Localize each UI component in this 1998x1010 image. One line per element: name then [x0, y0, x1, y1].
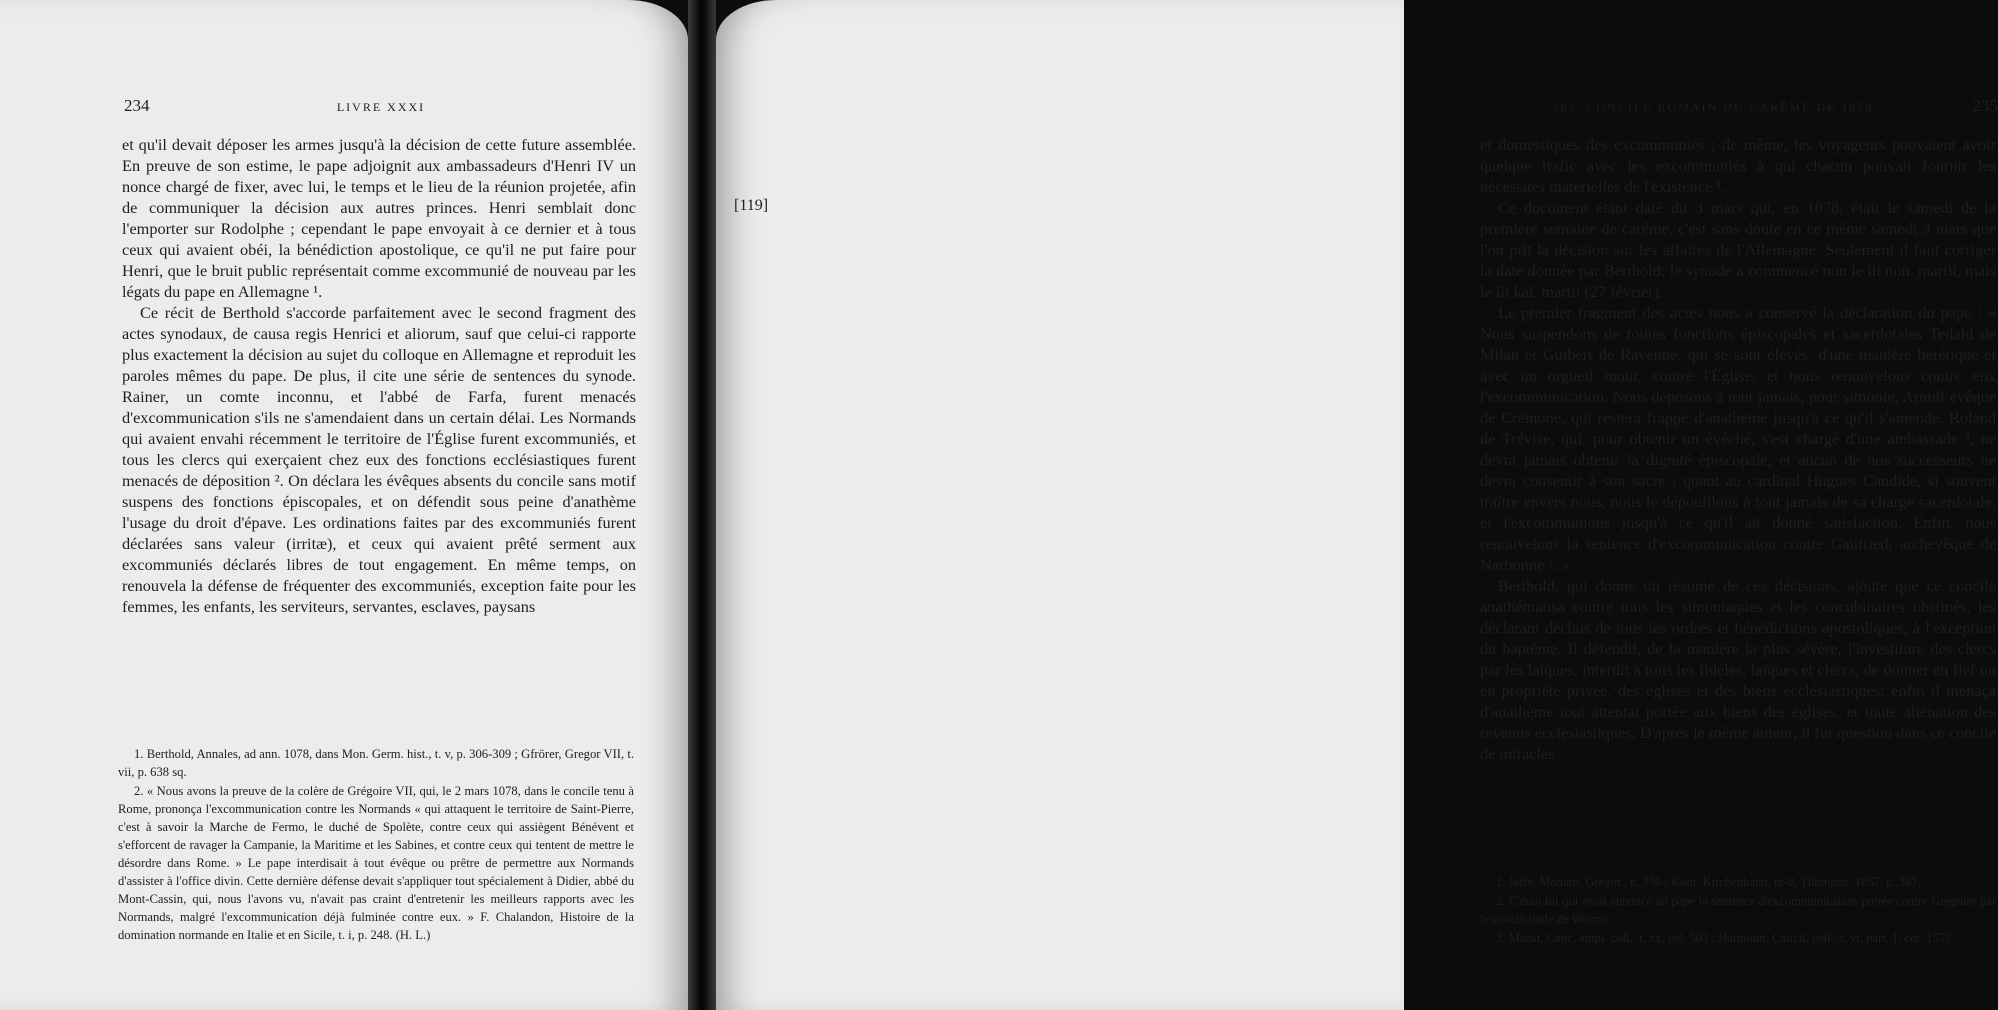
paragraph: Ce récit de Berthold s'accorde parfaitement avec le second fragment des actes synodaux, de causa regis Henrici et aliorum, sauf que celui-ci rapporte plus exactement la décision au sujet du colloque en Allemagne et reproduit les paroles mêmes du pape. De plus, il cite une série de sentences du synode. Rainer, un comte inconnu, et l'abbé de Farfa, furent menacés d'excommunication s'ils ne s'amendaient dans un certain délai. Les Normands qui avaient envahi récemment le territoire de l'Église furent excommuniés, et tous les clercs qui exerçaient chez eux des fonctions ecclésiastiques furent menacés de déposition ². On déclara les évêques absents du concile sans motif suspens des fonctions épiscopales, et on défendit sous peine d'anathème l'usage du droit d'épave. Les ordinations faites par des excommuniés furent déclarées sans valeur (irritæ), et ceux qui avaient prêté serment aux excommuniés déclarés libres de tout engagement. En même temps, on renouvela la défense de fréquenter des excommuniés, exception faite pour les femmes, les enfants, les serviteurs, servantes, esclaves, paysans [122, 303, 636, 616]
paragraph: Le premier fragment des actes nous a conservé la déclaration du pape : « Nous suspendons de toutes fonctions épiscopales et sacerdotales Tedald de Milan et Guibert de Ravenne, qui se sont élevés, d'une manière hérétique et avec un orgueil inouï, contre l'Église, et nous renouvelons contre eux l'excommunication. Nous déposons à tout jamais, pour simonie, Arnulf évêque de Crémone, qui restera frappé d'anathème jusqu'à ce qu'il s'amende. Roland de Trévise, qui, pour obtenir un évêché, s'est chargé d'une ambassade ², ne devra jamais obtenir la dignité épiscopale, et aucun de nos successeurs ne devra consentir à son sacre ; quant au cardinal Hugues Candide, si souvent traître envers nous, nous le dépouillons à tout jamais de sa charge sacerdotale, et l'excommunions jusqu'à ce qu'il ait donné satisfaction. Enfin, nous renouvelons la sentence d'excommunication contre Gaufried, archevêque de Narbonne ³. » [1480, 303, 1996, 574]
page-number: 234 [124, 96, 150, 115]
right-page [716, 0, 1998, 1010]
left-page-header [124, 96, 638, 118]
right-page-body [1480, 134, 1996, 764]
footnote: 2. « Nous avons la preuve de la colère de Grégoire VII, qui, le 2 mars 1078, dans le concile tenu à Rome, prononça l'excommunication contre les Normands « qui attaquent le territoire de Saint-Pierre, c'est à savoir la Marche de Fermo, le duché de Spolète, contre ceux qui assiègent Bénévent et s'efforcent de ravager la Campanie, la Maritime et les Sabines, et contre ceux qui tentent de mettre le désordre dans Rome. » Le pape interdisait à tout évêque ou prêtre de permettre aux Normands d'assister à l'office divin. Cette dernière défense devait s'appliquer tout spécialement à Didier, abbé du Mont-Cassin, qui, nous l'avons vu, n'avait pas craint d'entretenir les meilleurs rapports avec les Normands, malgré l'excommunication déjà fulminée contre eux. » F. Chalandon, Histoire de la domination normande en Italie et en Sicile, t. i, p. 248. (H. L.) [118, 784, 634, 942]
footnote: 3. Mansi, Conc. ampl. coll., t. xx, col. 503 ; Hardouin, Concil. coll., t. vi, part. 1, col. 1575. [1496, 931, 1955, 945]
marginal-page-reference: [119] [734, 197, 769, 214]
paragraph: et qu'il devait déposer les armes jusqu'à la décision de cette future assemblée. En preuve de son estime, le pape adjoignit aux ambassadeurs d'Henri IV un nonce chargé de fixer, avec lui, le temps et le lieu de la réunion projetée, afin de communiquer la décision aux autres princes. Henri semblait donc l'emporter sur Rodolphe ; cependant le pape envoyait à ce dernier et à tous ceux qui avaient obéi, la bénédiction apostolique, ce qu'il ne put faire pour Henri, que le bruit public représentait comme excommunié de nouveau par les légats du pape en Allemagne ¹. [122, 135, 636, 301]
running-head: 585. CONCILE ROMAIN DU CARÊME DE 1078 [1552, 100, 1874, 114]
right-footnotes [1480, 873, 1996, 948]
left-footnotes [118, 745, 634, 945]
left-page [0, 0, 688, 1010]
paragraph: et domestiques des excommuniés ; de même, les voyageurs pouvaient avoir quelque trafic avec les excommuniés à qui chacun pouvait fournir les nécessités matérielles de l'existence ¹. [1480, 135, 1996, 196]
footnote: 1. Jaffé, Monum. Gregor., p. 356 ; Koln, Kirchenbann, in-8, Tübingen, 1857, p. 387. [1496, 875, 1921, 889]
right-page-header [1478, 96, 1998, 118]
footnote: 1. Berthold, Annales, ad ann. 1078, dans Mon. Germ. hist., t. v, p. 306-309 ; Gfrörer, Gregor VII, t. vii, p. 638 sq. [118, 747, 634, 779]
paragraph: Ce document étant daté du 3 mars qui, en 1078, était le samedi de la première semaine de carême, c'est sans doute en ce même samedi 3 mars que l'on prit la décision sur les affaires de l'Allemagne. Seulement il faut corriger la date donnée par Berthold; le synode a commencé non le iii non. martii, mais le iii kal. martii (27 février). [1480, 198, 1996, 301]
running-head: LIVRE XXXI [336, 100, 426, 114]
paragraph: Berthold, qui donne un résumé de ces décisions, ajoute que ce concile anathématisa contre tous les simoniaques et les concubinaires obstinés, les déclarant déchus de tous les ordres et bénédictions apostoliques, à l'exception du baptême. Il défendit, de la manière la plus sévère, l'investiture des clercs par les laïques, interdit à tous les fidèles, laïques et clercs, de donner en fief ou en propriété privée, des églises et des biens ecclésiastiques; enfin il menaça d'anathème tout attentat portée aux biens des églises, et toute aliénation des revenus ecclésiastiques. D'après le même auteur, il fut question dans ce concile de miracles [1480, 576, 1996, 763]
footnote: 2. C'était lui qui avait annoncé au pape la sentence d'excommunication portée contre Grégoire par le conciliabule de Worms. [1480, 894, 1996, 926]
page-number: 235 [1972, 96, 1998, 115]
book-gutter [688, 0, 716, 1010]
left-page-body [122, 134, 636, 617]
